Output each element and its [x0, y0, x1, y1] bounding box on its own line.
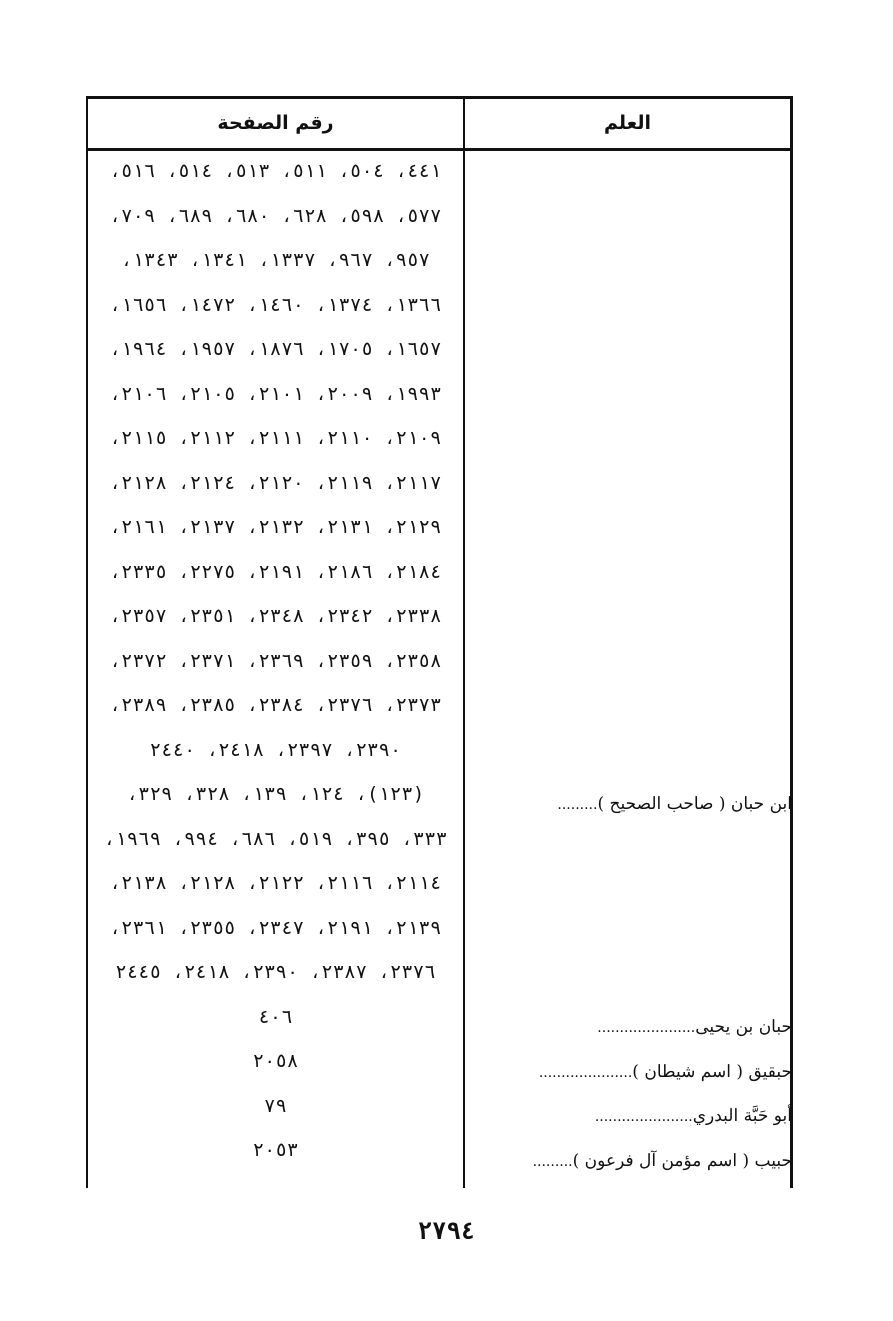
page-line: ٢١١٧، ٢١١٩، ٢١٢٠، ٢١٢٤، ٢١٢٨، [109, 471, 442, 494]
header-name: العلم [603, 112, 652, 134]
entry-name: ابن حبان ( صاحب الصحيح ) [597, 794, 792, 814]
column-divider [463, 96, 465, 1188]
header-pages: رقم الصفحة [217, 112, 334, 134]
page-line: ٤٤١، ٥٠٤، ٥١١، ٥١٣، ٥١٤، ٥١٦، [109, 160, 442, 182]
entry-name: حبيب ( اسم مؤمن آل فرعون ) [572, 1151, 792, 1171]
page-line: ٢١٨٤، ٢١٨٦، ٢١٩١، ٢٢٧٥، ٢٣٣٥، [109, 560, 442, 583]
entry-leader-dots: ......... [532, 1154, 573, 1170]
page-line: ٩٥٧، ٩٦٧، ١٣٣٧، ١٣٤١، ١٣٤٣، [121, 249, 430, 271]
page-line: ٢١١٤، ٢١١٦، ٢١٢٢، ٢١٢٨، ٢١٣٨، [109, 872, 442, 894]
page-line: ١٦٥٧، ١٧٠٥، ١٨٧٦، ١٩٥٧، ١٩٦٤، [109, 338, 442, 360]
entry-leader-dots: ...................... [597, 1020, 696, 1036]
page-line: ٣٣٣، ٣٩٥، ٥١٩، ٦٨٦، ٩٩٤، ١٩٦٩، [103, 827, 448, 850]
page-line: ٤٠٦ [258, 1005, 293, 1028]
entry-name: حبان بن يحيى [695, 1017, 792, 1037]
table-header [86, 96, 793, 151]
index-table [86, 96, 793, 1188]
page-line: ٢٠٥٣ [252, 1139, 299, 1161]
page-line: ١٩٩٣، ٢٠٠٩، ٢١٠١، ٢١٠٥، ٢١٠٦، [109, 382, 442, 405]
entry-name: حبقيق ( اسم شيطان ) [632, 1062, 792, 1082]
table-border-left [86, 96, 88, 1188]
page-number: ٢٧٩٤ [417, 1217, 476, 1245]
entry-ibn-hibban [476, 781, 792, 827]
entry-name: أبو حَبَّة البدري [692, 1106, 792, 1126]
page-line: ١٣٦٦، ١٣٧٤، ١٤٦٠، ١٤٧٢، ١٦٥٦، [109, 293, 442, 316]
page-line: ٢٣٧٣، ٢٣٧٦، ٢٣٨٤، ٢٣٨٥، ٢٣٨٩، [109, 694, 442, 716]
page-line: ٢٣٣٨، ٢٣٤٢، ٢٣٤٨، ٢٣٥١، ٢٣٥٧، [109, 605, 442, 627]
page-line: (١٢٣)، ١٢٤، ١٣٩، ٣٢٨، ٣٢٩، [126, 783, 425, 805]
page-line: ٥٧٧، ٥٩٨، ٦٢٨، ٦٨٠، ٦٨٩، ٧٠٩، [109, 204, 442, 227]
page-line: ٢١٠٩، ٢١١٠، ٢١١١، ٢١١٢، ٢١١٥، [109, 427, 442, 449]
entry-leader-dots: ..................... [538, 1065, 633, 1081]
page-line: ٧٩ [264, 1094, 287, 1117]
page-line: ٢١٢٩، ٢١٣١، ٢١٣٢، ٢١٣٧، ٢١٦١، [109, 516, 442, 538]
entry-hibban-bin-yahya [476, 1004, 792, 1050]
entry-leader-dots: ......... [557, 797, 598, 813]
page-line: ٢٠٥٨ [252, 1050, 299, 1072]
entry-leader-dots: ...................... [594, 1109, 693, 1125]
entry-habib [476, 1138, 792, 1184]
page-line: ٢٣٧٦، ٢٣٨٧، ٢٣٩٠، ٢٤١٨، ٢٤٤٥ [115, 961, 436, 983]
page-line: ٢١٣٩، ٢١٩١، ٢٣٤٧، ٢٣٥٥، ٢٣٦١، [109, 916, 442, 939]
page-line: ٢٣٩٠، ٢٣٩٧، ٢٤١٨، ٢٤٤٠ [149, 738, 402, 761]
page-line: ٢٣٥٨، ٢٣٥٩، ٢٣٦٩، ٢٣٧١، ٢٣٧٢، [109, 649, 442, 672]
entry-abu-habba [476, 1093, 792, 1139]
entry-habqiq [476, 1049, 792, 1095]
